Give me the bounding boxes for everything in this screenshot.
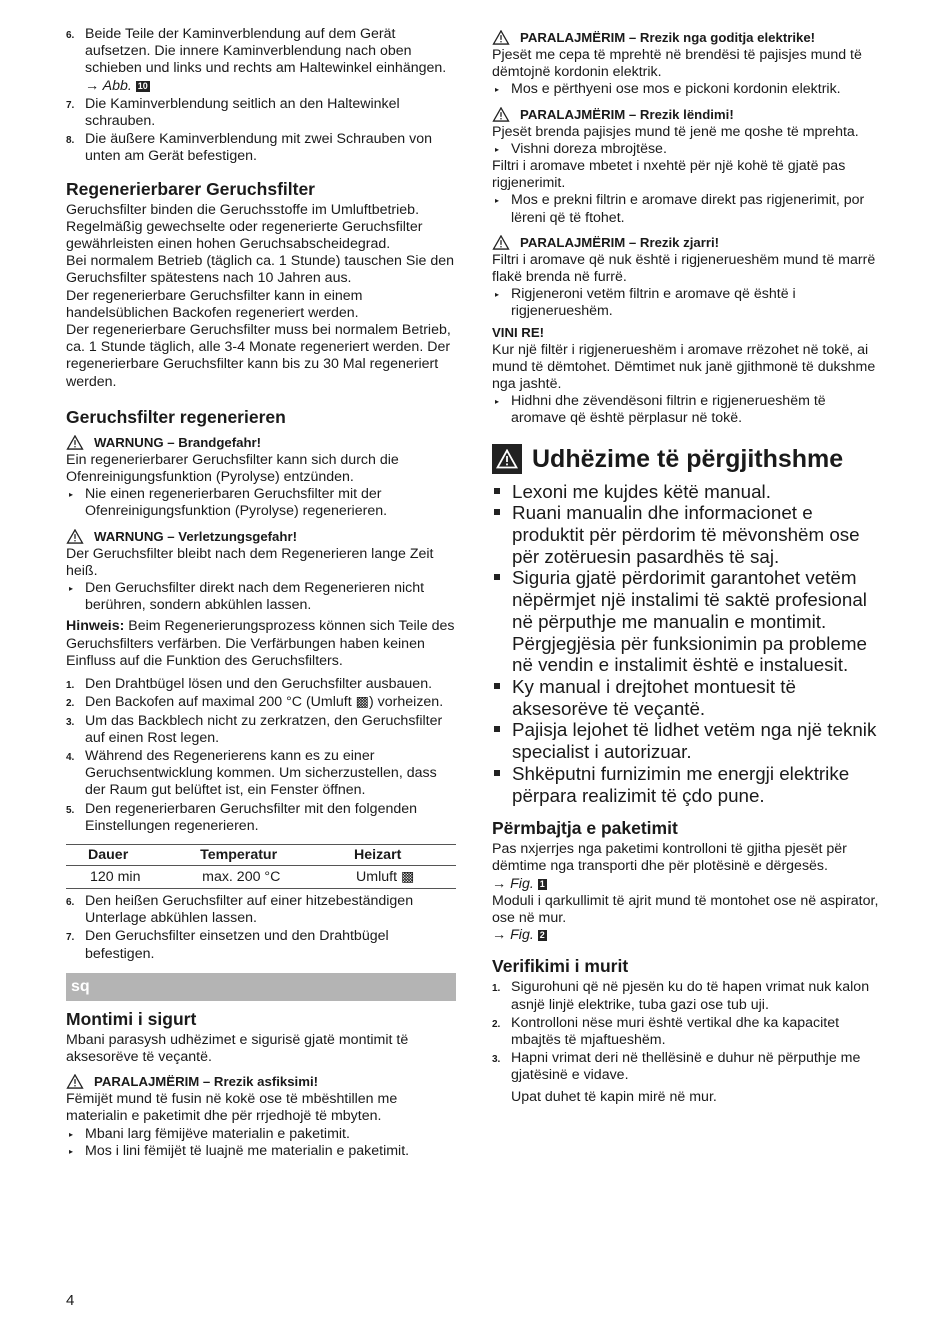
list-item xyxy=(66,1143,456,1160)
bullet-arrow-icon: ▸ xyxy=(495,290,500,300)
paragraph: Pas nxjerrjes nga paketimi kontrolloni të gjitha pjesët për dëmtime nga transporti dhe për plotësinë e dërgesës. xyxy=(492,841,847,875)
list-item xyxy=(66,676,456,693)
warning-bullets xyxy=(66,580,456,614)
warning-bullets xyxy=(492,81,884,98)
step-number: 2. xyxy=(492,1018,501,1030)
left-column xyxy=(66,26,456,1160)
list-item xyxy=(66,580,456,614)
section-title-package: Përmbajtja e paketimit xyxy=(492,818,678,839)
bullet-arrow-icon: ▸ xyxy=(69,584,74,594)
section-title-montimi: Montimi i sigurt xyxy=(66,1008,197,1029)
regen-steps-list-2 xyxy=(66,893,456,963)
bullet-arrow-icon: ▸ xyxy=(69,1129,74,1139)
bullet-arrow-icon: ▸ xyxy=(495,144,500,154)
warning-bullets xyxy=(66,486,456,520)
warning-title: PARALAJMËRIM – Rrezik nga goditja elektrike! xyxy=(520,30,816,45)
figure-reference-label: → Fig. xyxy=(492,927,534,944)
list-item xyxy=(492,502,884,567)
list-item xyxy=(492,1050,884,1084)
bullet-text: Ky manual i drejtohet montuesit të aksesorëve të veçantë. xyxy=(512,675,796,719)
warning-block-icon xyxy=(492,444,522,474)
step-number: 5. xyxy=(66,804,75,816)
bullet-text: Lexoni me kujdes këtë manual. xyxy=(512,480,771,502)
step-number: 6. xyxy=(66,30,75,41)
warning-heading xyxy=(492,30,884,46)
warning-text: Pjesët brenda pajisjes mund të jenë me qoshe të mprehta. xyxy=(492,123,859,140)
bullet-text: Shkëputni furnizimin me energji elektrike përpara realizimit të çdo pune. xyxy=(512,762,850,806)
warning-text: Pjesët me cepa të mprehtë në brendësi të pajisjes mund të dëmtojnë kordonin elektrik. xyxy=(492,47,862,81)
warning-triangle-icon xyxy=(66,1074,84,1089)
list-item xyxy=(492,481,884,503)
step-number: 4. xyxy=(66,751,75,763)
bullet-text: Ruani manualin dhe informacionet e produktit për përdorim të mëvonshëm ose për zotëruesin pasardhës të saj. xyxy=(512,502,860,567)
step-number: 8. xyxy=(66,135,75,147)
list-item xyxy=(66,801,456,835)
warning-text: Fëmijët mund të fusin në kokë ose të mbështillen me materialin e paketimit dhe për rrjedhojë të mbyten. xyxy=(66,1091,398,1125)
table-header: Dauer xyxy=(66,844,178,865)
hint-paragraph xyxy=(66,618,456,670)
bullet-arrow-icon: ▸ xyxy=(69,1146,74,1156)
language-code-bar: sq xyxy=(66,973,456,1001)
list-item xyxy=(492,763,884,806)
warning-heading xyxy=(66,529,456,545)
table-header-row xyxy=(66,844,456,865)
table-cell: Umluft ▩ xyxy=(332,865,456,888)
square-bullet-icon xyxy=(494,509,500,515)
notice-text: Kur një filtër i rigjenerueshëm i aromave rrëzohet në tokë, ai mund të dëmtohet. Dëmtimet nuk janë gjithmonë të dukshme nga jashtë. xyxy=(492,341,876,393)
list-item xyxy=(492,141,884,158)
warning-bullets xyxy=(66,1126,456,1160)
list-item xyxy=(492,979,884,1013)
square-bullet-icon xyxy=(494,574,500,580)
square-bullet-icon xyxy=(494,683,500,689)
list-item xyxy=(492,81,884,98)
table-cell: max. 200 °C xyxy=(178,865,332,888)
figure-number-badge: 10 xyxy=(137,80,148,91)
list-item xyxy=(66,748,456,800)
warning-triangle-icon xyxy=(492,235,510,250)
hint-label: Hinweis: xyxy=(66,618,125,635)
paragraph: Mbani parasysh udhëzimet e sigurisë gjatë montimit të aksesorëve të veçantë. xyxy=(66,1031,409,1065)
step-text: Hapni vrimat deri në thellësinë e duhur në përputhje me gjatësinë e vidave. xyxy=(511,1050,861,1084)
step-number: 7. xyxy=(66,99,75,111)
regen-settings-table xyxy=(66,844,456,889)
list-item xyxy=(492,567,884,676)
warning-text: Der Geruchsfilter bleibt nach dem Regenerieren lange Zeit heiß. xyxy=(66,545,434,579)
warning-text: Ein regenerierbarer Geruchsfilter kann sich durch die Ofenreinigungsfunktion (Pyrolyse) entzünden. xyxy=(66,451,399,486)
warning-heading xyxy=(492,235,884,251)
step-number: 1. xyxy=(66,680,75,692)
figure-reference-label: → Fig. xyxy=(492,875,534,892)
bullet-text: Pajisja lejohet të lidhet vetëm nga një teknik specialist i autorizuar. xyxy=(512,719,877,763)
figure-reference xyxy=(492,927,884,944)
bullet-text: Mos e prekni filtrin e aromave direkt pas rigjenerimit, por lëreni që të ftohet. xyxy=(511,192,865,226)
step-text: Während des Regenerierens kann es zu einer Geruchsentwicklung kommen. Um sicherzustellen, dass der Raum gut belüftet ist, ein Fenster öffnen. xyxy=(85,747,437,799)
list-item xyxy=(66,694,456,711)
paragraph: Der regenerierbare Geruchsfilter muss bei normalem Betrieb, ca. 1 Stunde täglich, alle 3-4 Monate regeneriert werden. Der regenerierbare Geruchsfilter kann bis zu 30 Mal regeneriert werden. xyxy=(66,322,451,390)
warning-title: PARALAJMËRIM – Rrezik asfiksimi! xyxy=(94,1074,318,1090)
warning-bullets xyxy=(492,192,884,226)
wall-note: Upat duhet të kapin mirë në mur. xyxy=(511,1088,717,1105)
bullet-arrow-icon: ▸ xyxy=(495,196,500,206)
section-title-regenerate: Geruchsfilter regenerieren xyxy=(66,406,286,427)
warning-title: PARALAJMËRIM – Rrezik lëndimi! xyxy=(520,106,734,122)
paragraph: Moduli i qarkullimit të ajrit mund të montohet ose në aspirator, ose në mur. xyxy=(492,892,879,927)
step-text: Den heißen Geruchsfilter auf einer hitzebeständigen Unterlage abkühlen lassen. xyxy=(85,892,414,927)
step-text: Den Backofen auf maximal 200 °C (Umluft ▩) vorheizen. xyxy=(85,694,444,711)
figure-number-badge: 2 xyxy=(539,930,545,941)
list-item xyxy=(66,96,456,130)
list-item xyxy=(492,1015,884,1049)
notice-heading: VINI RE! xyxy=(492,324,545,340)
table-header: Heizart xyxy=(332,844,456,865)
step-number: 1. xyxy=(492,983,501,995)
bullet-text: Rigjeneroni vetëm filtrin e aromave që është i rigjenerueshëm. xyxy=(511,286,796,320)
step-text: Die äußere Kaminverblendung mit zwei Schrauben von unten am Gerät befestigen. xyxy=(85,131,432,165)
step-number: 3. xyxy=(492,1054,501,1066)
step-text: Sigurohuni që në pjesën ku do të hapen vrimat nuk kalon asnjë linjë elektrike, tuba gazi ose tub uji. xyxy=(511,979,870,1013)
warning-triangle-icon xyxy=(66,435,84,450)
section-title-wall: Verifikimi i murit xyxy=(492,956,629,977)
general-title-text: Udhëzime të përgjithshme xyxy=(532,444,844,473)
section-title-regen-filter: Regenerierbarer Geruchsfilter xyxy=(66,178,315,199)
list-item xyxy=(66,1126,456,1143)
install-steps-list xyxy=(66,26,456,166)
step-number: 7. xyxy=(66,932,75,944)
warning-text: Filtri i aromave mbetet i nxehtë për një kohë të gjatë pas rigjenerimit. xyxy=(492,158,846,192)
step-text: Um das Backblech nicht zu zerkratzen, den Geruchsfilter auf einen Rost legen. xyxy=(85,712,443,746)
step-text: Den Drahtbügel lösen und den Geruchsfilter ausbauen. xyxy=(85,676,433,693)
paragraph: Der regenerierbare Geruchsfilter kann in einem handelsüblichen Backofen regeneriert werden. xyxy=(66,287,363,321)
list-item xyxy=(492,192,884,226)
figure-reference-label: → Abb. xyxy=(85,77,132,94)
section-title-general xyxy=(492,444,884,474)
list-item xyxy=(66,486,456,520)
step-text: Beide Teile der Kaminverblendung auf dem Gerät aufsetzen. Die innere Kaminverblendung nach oben schieben und links und rechts am Haltewinkel einhängen. xyxy=(85,26,447,77)
list-item xyxy=(66,713,456,747)
list-item xyxy=(66,893,456,927)
page-number: 4 xyxy=(66,1292,75,1309)
warning-title: PARALAJMËRIM – Rrezik zjarri! xyxy=(520,234,720,250)
bullet-text: Nie einen regenerierbaren Geruchsfilter mit der Ofenreinigungsfunktion (Pyrolyse) regenerieren. xyxy=(85,486,388,520)
square-bullet-icon xyxy=(494,726,500,732)
paragraph: Geruchsfilter binden die Geruchsstoffe im Umluftbetrieb. Regelmäßig gewechselte oder regenerierte Geruchsfilter gewährleisten einen hohen Geruchsabscheidegrad. xyxy=(66,201,423,253)
bullet-text: Hidhni dhe zëvendësoni filtrin e rigjenerueshëm të aromave që është përplasur në tokë. xyxy=(511,393,826,427)
step-number: 6. xyxy=(66,896,75,908)
general-instructions-list xyxy=(492,481,884,807)
notice-bullets xyxy=(492,393,884,427)
step-number: 2. xyxy=(66,698,75,710)
bullet-arrow-icon: ▸ xyxy=(495,397,500,407)
paragraph: Bei normalem Betrieb (täglich ca. 1 Stunde) tauschen Sie den Geruchsfilter spätestens nach 10 Jahren aus. xyxy=(66,253,455,287)
step-text: Den Geruchsfilter einsetzen und den Drahtbügel befestigen. xyxy=(85,928,389,962)
figure-number-badge: 1 xyxy=(539,878,545,889)
figure-reference xyxy=(85,78,150,94)
list-item xyxy=(66,928,456,962)
bullet-text: Mbani larg fëmijëve materialin e paketimit. xyxy=(85,1125,350,1142)
right-column xyxy=(492,30,884,1106)
list-item xyxy=(492,676,884,719)
warning-triangle-icon xyxy=(66,529,84,544)
bullet-text: Den Geruchsfilter direkt nach dem Regenerieren nicht berühren, sondern abkühlen lassen. xyxy=(85,580,425,614)
warning-heading xyxy=(66,435,456,451)
step-text: Kontrolloni nëse muri është vertikal dhe ka kapacitet mbajtës të mjaftueshëm. xyxy=(511,1014,840,1049)
list-item xyxy=(492,286,884,320)
bullet-text: Vishni doreza mbrojtëse. xyxy=(511,140,667,157)
regen-steps-list xyxy=(66,676,456,835)
list-item xyxy=(492,393,884,427)
bullet-text: Mos e përthyeni ose mos e pickoni kordonin elektrik. xyxy=(511,81,841,98)
warning-text: Filtri i aromave që nuk është i rigjenerueshëm mund të marrë flakë brenda në furrë. xyxy=(492,251,876,286)
figure-reference xyxy=(492,876,884,893)
table-row xyxy=(66,865,456,888)
step-number: 3. xyxy=(66,716,75,728)
warning-title: WARNUNG – Brandgefahr! xyxy=(94,434,262,450)
bullet-text: Siguria gjatë përdorimit garantohet vetëm nëpërmjet një instalimi të saktë profesional në përputhje me manualin e montimit. Përgjegjësia për funksionimin pa probleme në vendin e instalimit është e instaluesit. xyxy=(512,567,867,676)
step-text: Den regenerierbaren Geruchsfilter mit den folgenden Einstellungen regenerieren. xyxy=(85,800,418,834)
step-text: Die Kaminverblendung seitlich an den Haltewinkel schrauben. xyxy=(85,95,400,130)
square-bullet-icon xyxy=(494,770,500,776)
bullet-arrow-icon: ▸ xyxy=(495,85,500,95)
list-item xyxy=(66,131,456,165)
square-bullet-icon xyxy=(494,488,500,494)
warning-bullets xyxy=(492,141,884,158)
bullet-text: Mos i lini fëmijët të luajnë me materialin e paketimit. xyxy=(85,1142,410,1159)
warning-triangle-icon xyxy=(492,30,510,45)
list-item xyxy=(66,26,456,95)
warning-heading xyxy=(492,107,884,123)
warning-heading xyxy=(66,1074,456,1090)
bullet-arrow-icon: ▸ xyxy=(69,490,74,500)
warning-triangle-icon xyxy=(492,107,510,122)
list-item xyxy=(492,719,884,762)
warning-title: WARNUNG – Verletzungsgefahr! xyxy=(94,528,297,544)
table-header: Temperatur xyxy=(178,844,332,865)
table-cell: 120 min xyxy=(66,865,178,888)
wall-check-steps xyxy=(492,979,884,1084)
warning-bullets xyxy=(492,286,884,320)
hint-text: Beim Regenerierungsprozess können sich Teile des Geruchsfilters verfärben. Die Verfärbungen haben keinen Einfluss auf die Funktion des Geruchsfilters. xyxy=(66,618,455,669)
